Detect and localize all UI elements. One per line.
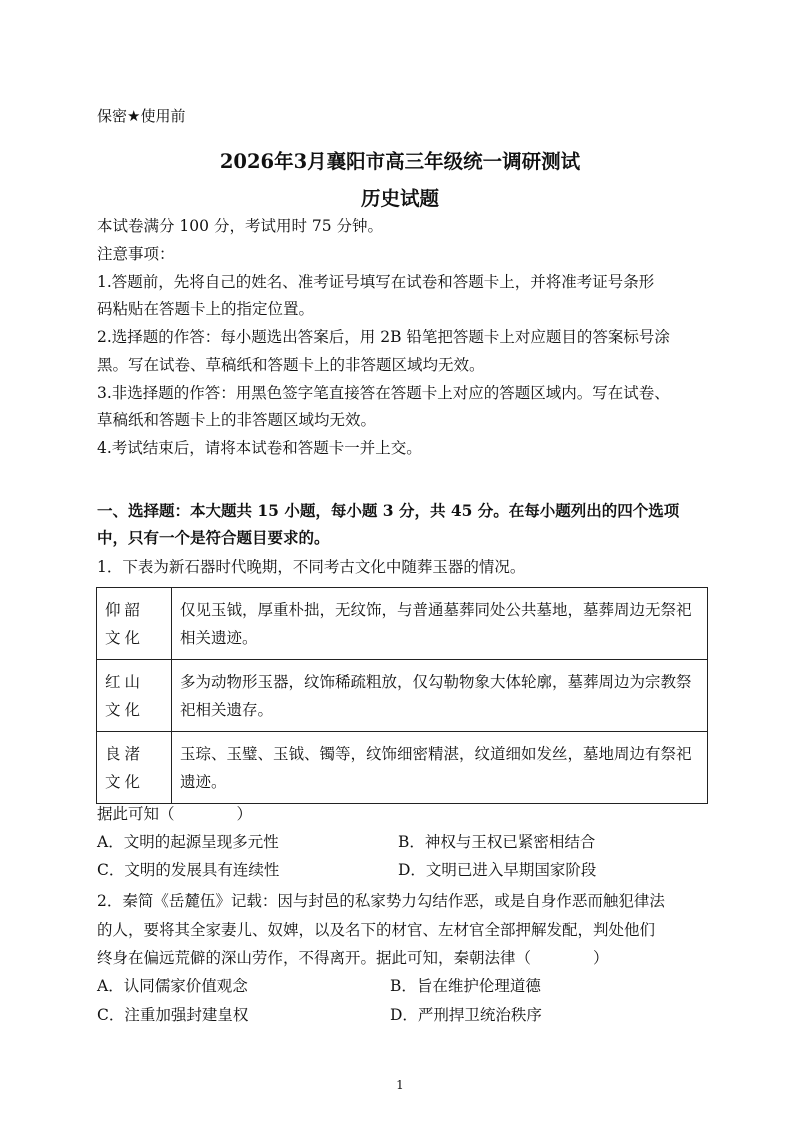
culture-description: 玉琮、玉璧、玉钺、镯等，纹饰细密精湛，纹道细如发丝，墓地周边有祭祀遗迹。: [172, 732, 708, 804]
question-1-table: [96, 587, 708, 804]
option-c: C．注重加强封建皇权: [97, 1006, 249, 1024]
table-row: [97, 660, 708, 732]
notice-line: 2.选择题的作答：每小题选出答案后，用 2B 铅笔把答题卡上对应题目的答案标号涂: [97, 328, 670, 346]
section-heading: 一、选择题：本大题共 15 小题，每小题 3 分，共 45 分。在每小题列出的四个选项: [97, 501, 680, 520]
culture-name: 仰韶文化: [97, 588, 172, 660]
notice-line: 黑。写在试卷、草稿纸和答题卡上的非答题区域均无效。: [97, 356, 485, 374]
culture-name: 红山文化: [97, 660, 172, 732]
culture-name: 良渚文化: [97, 732, 172, 804]
subject-title: 历史试题: [360, 187, 439, 210]
question-1-stem: 1．下表为新石器时代晚期，不同考古文化中随葬玉器的情况。: [97, 558, 526, 576]
notice-line: 3.非选择题的作答：用黑色签字笔直接答在答题卡上对应的答题区域内。写在试卷、: [97, 384, 670, 402]
page-number: 1: [396, 1078, 404, 1092]
option-b: B．旨在维护伦理道德: [390, 977, 541, 995]
option-d: D．严刑捍卫统治秩序: [390, 1006, 542, 1024]
table-row: [97, 732, 708, 804]
option-b: B．神权与王权已紧密相结合: [398, 833, 596, 851]
score-line: 本试卷满分 100 分，考试用时 75 分钟。: [97, 217, 384, 235]
culture-description: 多为动物形玉器，纹饰稀疏粗放，仅勾勒物象大体轮廓，墓葬周边为宗教祭祀相关遗存。: [172, 660, 708, 732]
option-c: C．文明的发展具有连续性: [97, 861, 280, 879]
notice-line: 码粘贴在答题卡上的指定位置。: [97, 300, 315, 318]
exam-title: 2026年3月襄阳市高三年级统一调研测试: [219, 150, 581, 173]
section-heading: 中，只有一个是符合题目要求的。: [97, 528, 330, 547]
question-2-line: 的人，要将其全家妻儿、奴婢，以及名下的材官、左材官全部押解发配，判处他们: [97, 921, 656, 939]
question-1-prompt: 据此可知（ ）: [97, 805, 253, 823]
option-a: A．文明的起源呈现多元性: [97, 833, 279, 851]
question-2-line: 终身在偏远荒僻的深山劳作，不得离开。据此可知，秦朝法律（ ）: [97, 949, 609, 967]
notice-line: 1.答题前，先将自己的姓名、准考证号填写在试卷和答题卡上，并将准考证号条形: [97, 273, 655, 291]
option-a: A．认同儒家价值观念: [97, 977, 248, 995]
confidential-mark: 保密★使用前: [97, 107, 186, 125]
question-2-line: 2．秦简《岳麓伍》记载：因与封邑的私家势力勾结作恶，或是自身作恶而触犯律法: [97, 892, 665, 910]
culture-description: 仅见玉钺，厚重朴拙，无纹饰，与普通墓葬同处公共墓地，墓葬周边无祭祀相关遗迹。: [172, 588, 708, 660]
notice-line: 草稿纸和答题卡上的非答题区域均无效。: [97, 411, 377, 429]
notice-line: 4.考试结束后，请将本试卷和答题卡一并上交。: [97, 439, 422, 457]
table-row: [97, 588, 708, 660]
option-d: D．文明已进入早期国家阶段: [398, 861, 597, 879]
notice-title: 注意事项：: [97, 245, 175, 263]
